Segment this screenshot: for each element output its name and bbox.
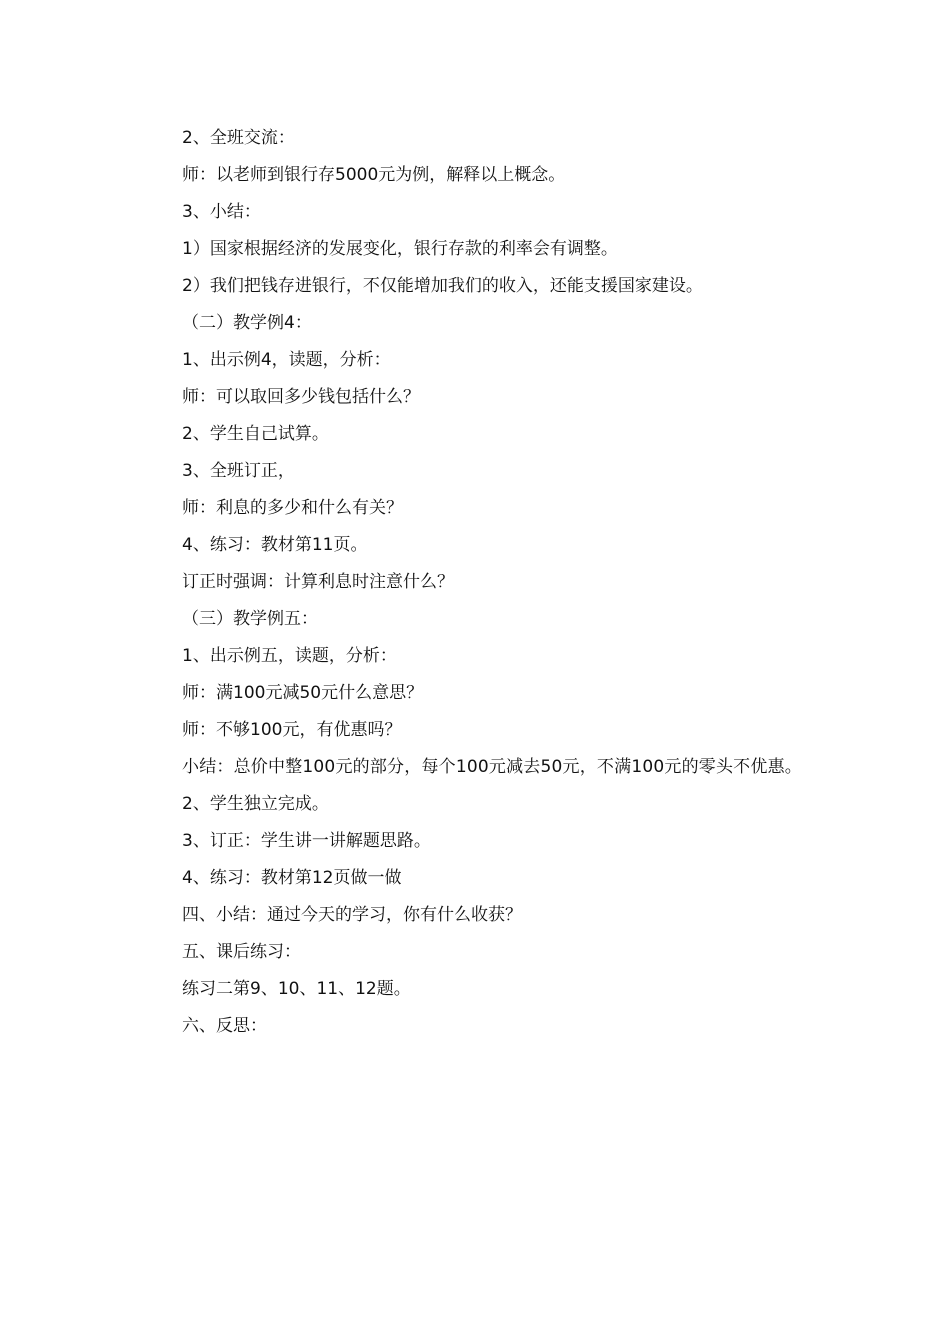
paragraph: 师：不够100元，有优惠吗？ [182,720,402,740]
section-heading: （二）教学例4： [182,313,312,333]
paragraph: 2、学生自己试算。 [182,424,329,444]
paragraph: 3、小结： [182,202,261,222]
paragraph: 3、订正：学生讲一讲解题思路。 [182,831,431,851]
paragraph: 2、全班交流： [182,128,295,148]
paragraph-summary: 小结：总价中整100元的部分，每个100元减去50元，不满100元的零头不优惠。 [182,757,802,777]
paragraph: 3、全班订正， [182,461,295,481]
document-body [146,120,816,1045]
paragraph: 师：可以取回多少钱包括什么？ [182,387,420,407]
paragraph: 2、学生独立完成。 [182,794,329,814]
paragraph: 练习二第9、10、11、12题。 [182,979,411,999]
section-heading: 四、小结：通过今天的学习，你有什么收获？ [182,905,522,925]
section-heading: 五、课后练习： [182,942,301,962]
paragraph: 师：以老师到银行存5000元为例，解释以上概念。 [182,165,566,185]
paragraph: 1、出示例4，读题，分析： [182,350,391,370]
paragraph: 师：满100元减50元什么意思？ [182,683,424,703]
section-heading: （三）教学例五： [182,609,318,629]
paragraph: 1、出示例五，读题，分析： [182,646,397,666]
paragraph: 1）国家根据经济的发展变化，银行存款的利率会有调整。 [182,239,618,259]
paragraph: 4、练习：教材第11页。 [182,535,368,555]
paragraph: 师：利息的多少和什么有关？ [182,498,403,518]
section-heading: 六、反思： [182,1016,267,1036]
paragraph: 2）我们把钱存进银行，不仅能增加我们的收入，还能支援国家建设。 [182,276,703,296]
paragraph: 订正时强调：计算利息时注意什么？ [182,572,454,592]
paragraph: 4、练习：教材第12页做一做 [182,868,402,888]
